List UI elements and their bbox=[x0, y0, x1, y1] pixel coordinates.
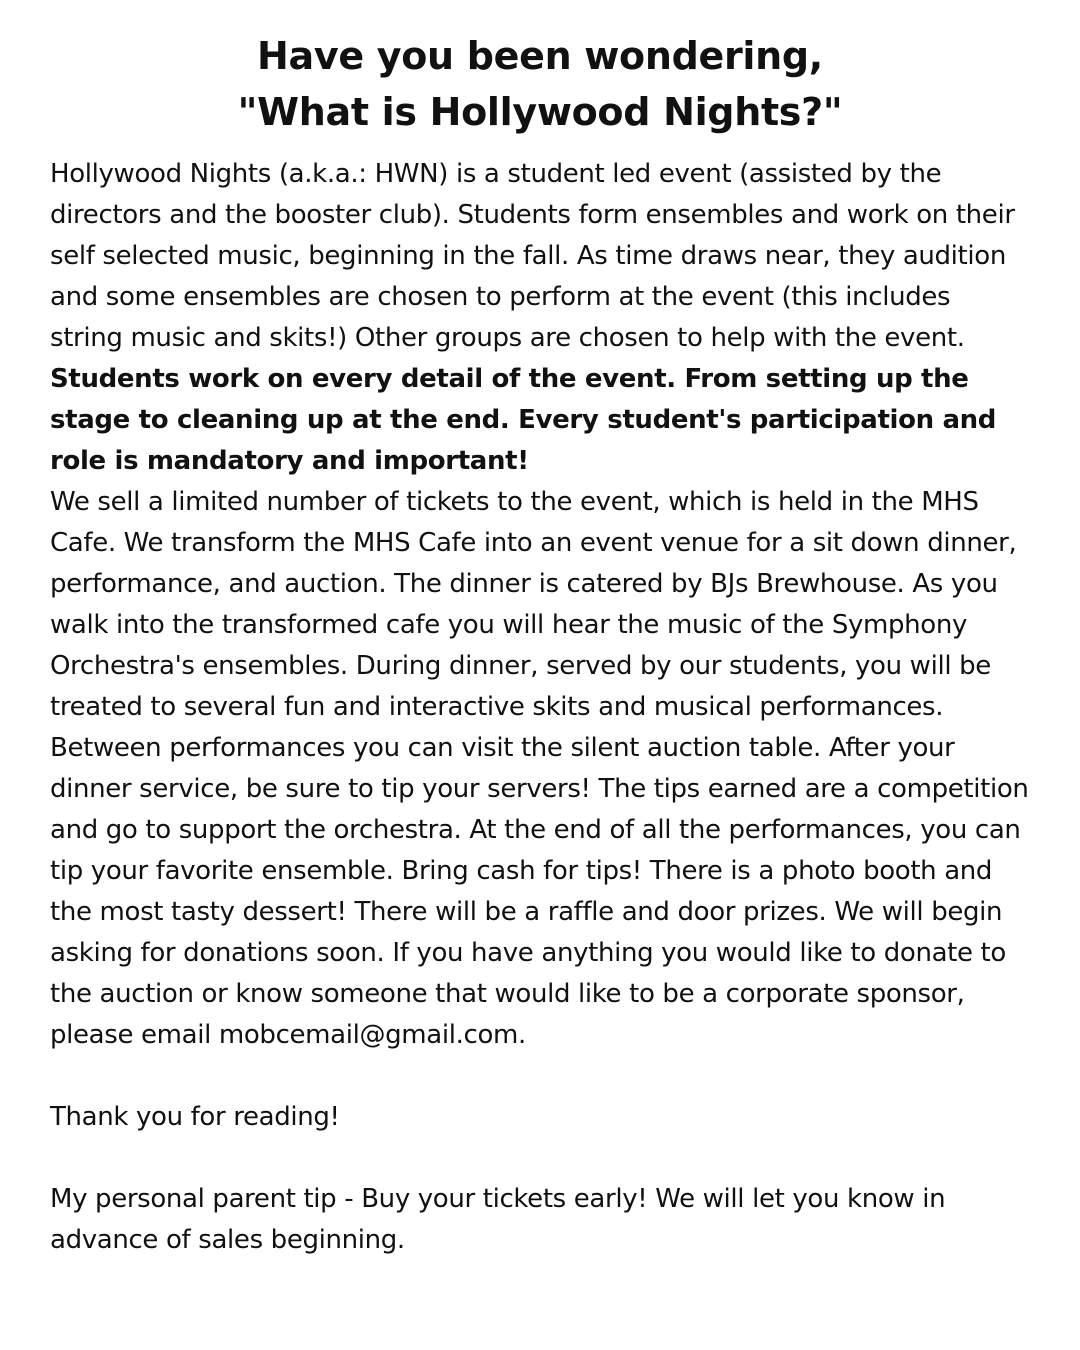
title-line-2: "What is Hollywood Nights?" bbox=[237, 90, 843, 134]
intro-emphasis: Students work on every detail of the event. From setting up the stage to cleaning up at the end. Every student's participation and role is mandatory and important! bbox=[50, 364, 997, 476]
thanks-text: Thank you for reading! bbox=[50, 1102, 340, 1132]
intro-text: Hollywood Nights (a.k.a.: HWN) is a student led event (assisted by the directors and the booster club). Students form ensembles and work on their self selected music, beginning in the fall. As time draws near, they audition and some ensembles are chosen to perform at the event (this includes string music and skits!) Other groups are chosen to help with the event. bbox=[50, 159, 1015, 353]
parent-tip-text: My personal parent tip - Buy your tickets early! We will let you know in advance of sales beginning. bbox=[50, 1184, 946, 1255]
page-title bbox=[50, 28, 1030, 140]
spacer bbox=[50, 1138, 1030, 1179]
contact-email-link[interactable]: mobcemail@gmail.com bbox=[218, 1020, 518, 1050]
event-details-end: . bbox=[517, 1020, 526, 1050]
title-line-1: Have you been wondering, bbox=[257, 34, 823, 78]
intro-paragraph bbox=[50, 154, 1030, 1056]
event-details-text: We sell a limited number of tickets to the event, which is held in the MHS Cafe. We transform the MHS Cafe into an event venue for a sit down dinner, performance, and auction. The dinner is catered by BJs Brewhouse. As you walk into the transformed cafe you will hear the music of the Symphony Orchestra's ensembles. During dinner, served by our students, you will be treated to several fun and interactive skits and musical performances. Between performances you can visit the silent auction table. After your dinner service, be sure to tip your servers! The tips earned are a competition and go to support the orchestra. At the end of all the performances, you can tip your favorite ensemble. Bring cash for tips! There is a photo booth and the most tasty dessert! There will be a raffle and door prizes. We will begin asking for donations soon. If you have anything you would like to donate to the auction or know someone that would like to be a corporate sponsor, please email bbox=[50, 487, 1029, 1050]
spacer bbox=[50, 1056, 1030, 1097]
